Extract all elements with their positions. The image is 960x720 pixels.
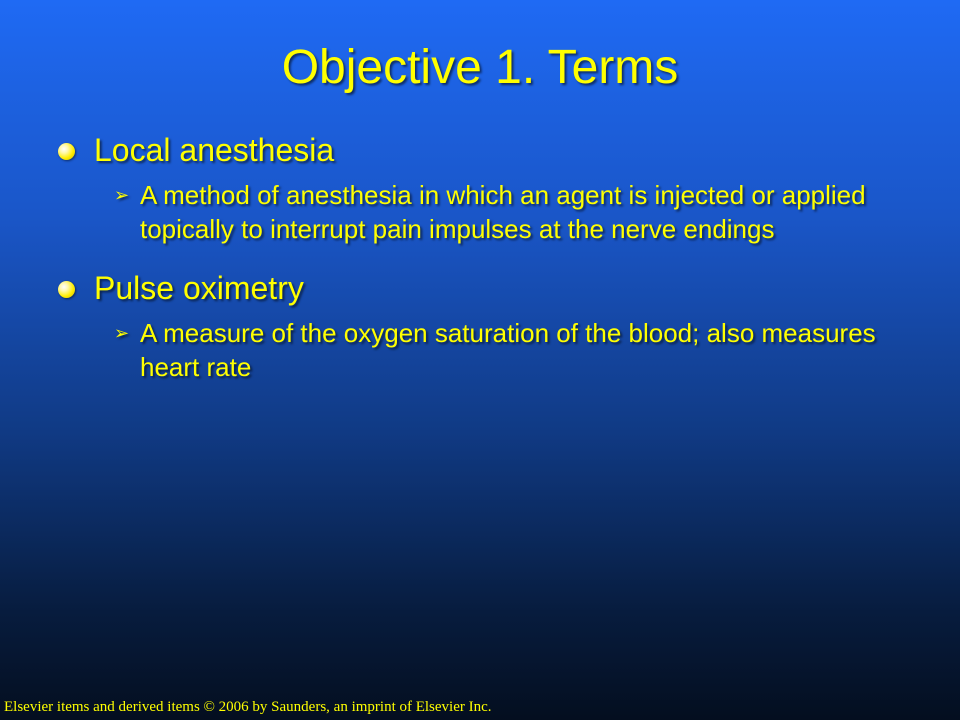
- term-item-local-anesthesia: [58, 128, 918, 246]
- arrowhead-bullet-icon: ➢: [114, 323, 130, 343]
- term-item-pulse-oximetry: [58, 266, 918, 384]
- definition-text: A measure of the oxygen saturation of the blood; also measures heart rate: [140, 318, 876, 382]
- slide-content: [58, 128, 918, 384]
- yellow-ball-bullet-icon: [58, 143, 75, 160]
- yellow-ball-bullet-icon: [58, 281, 75, 298]
- definition-bullet: [114, 316, 918, 384]
- term-bullet: [58, 128, 918, 172]
- copyright-footer: Elsevier items and derived items © 2006 by Saunders, an imprint of Elsevier Inc.: [4, 699, 492, 715]
- definition-bullet: [114, 178, 918, 246]
- slide-title: Objective 1. Terms: [281, 41, 679, 94]
- arrowhead-bullet-icon: ➢: [114, 185, 130, 205]
- term-bullet: [58, 266, 918, 310]
- definition-text: A method of anesthesia in which an agent is injected or applied topically to interrupt pain impulses at the nerve endings: [140, 180, 866, 244]
- term-label: Pulse oximetry: [94, 270, 304, 306]
- term-label: Local anesthesia: [94, 132, 335, 168]
- spacer: [58, 246, 918, 266]
